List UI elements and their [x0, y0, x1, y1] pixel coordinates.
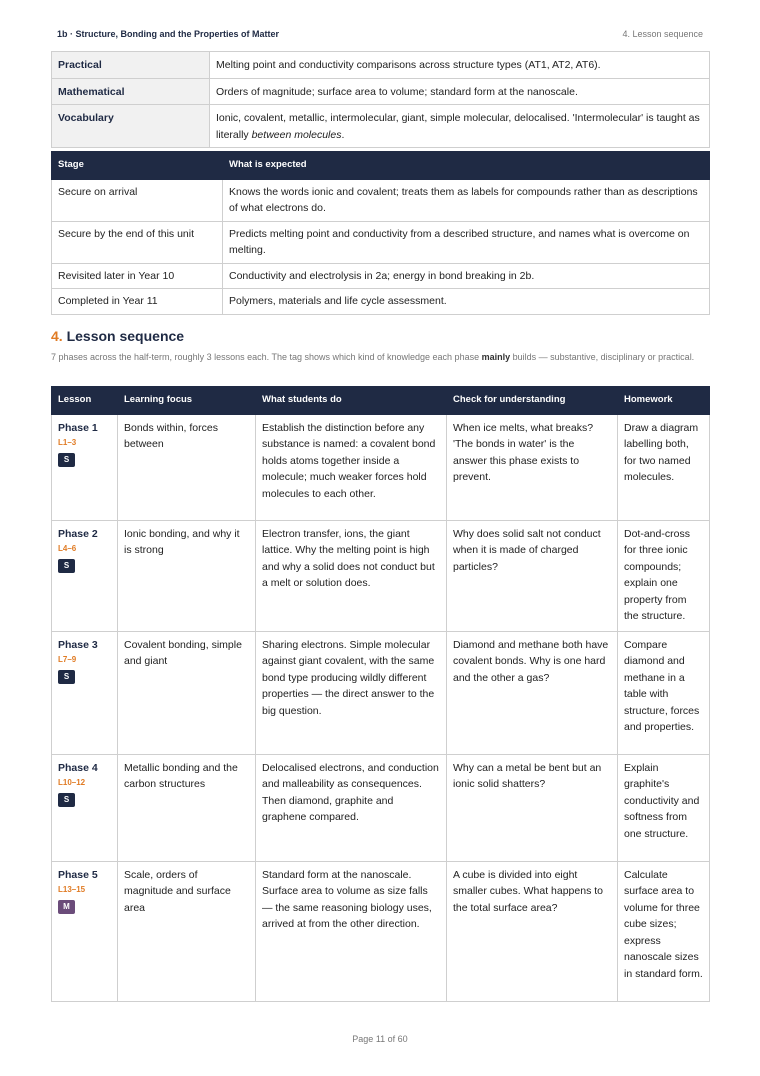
knowledge-tag-badge: S: [58, 670, 75, 684]
running-header-unit-title: 1b · Structure, Bonding and the Properties of Matter: [57, 29, 280, 39]
table-row: [52, 289, 710, 315]
phase-lessons: L1–3: [58, 438, 77, 447]
table-row: [52, 179, 710, 221]
activities-cell: Establish the distinction before any substance is named: a covalent bond holds atoms together inside a molecule; much weaker forces hold molecules to each other.: [256, 414, 447, 520]
homework-cell: Compare diamond and methane in a table with structure, forces and properties.: [618, 631, 710, 754]
phase-lessons: L7–9: [58, 655, 77, 664]
lesson-table: [51, 386, 710, 1002]
homework-cell: Dot-and-cross for three ionic compounds; explain one property from the structure.: [618, 520, 710, 631]
section-title: Lesson sequence: [66, 328, 185, 344]
skills-table: [51, 51, 710, 148]
table-row: [52, 520, 710, 631]
expected-cell: Polymers, materials and life cycle assessment.: [223, 289, 710, 315]
column-header-lesson: Lesson: [52, 387, 118, 415]
skills-text-practical: Melting point and conductivity comparisons across structure types (AT1, AT2, AT6).: [210, 52, 710, 79]
table-row: [52, 631, 710, 754]
focus-cell: Metallic bonding and the carbon structures: [118, 754, 256, 861]
page-number: Page 11 of 60: [352, 1034, 408, 1044]
knowledge-tag-badge: M: [58, 900, 75, 914]
column-header-stage: Stage: [52, 152, 223, 180]
homework-cell: Calculate surface area to volume for three cube sizes; express nanoscale sizes in standard form.: [618, 861, 710, 1001]
knowledge-tag-badge: S: [58, 453, 75, 467]
check-cell: A cube is divided into eight smaller cubes. What happens to the total surface area?: [447, 861, 618, 1001]
lesson-cell: [52, 520, 118, 631]
section-intro: 7 phases across the half-term, roughly 3 lessons each. The tag shows which kind of knowledge each phase mainly builds — substantive, disciplinary or practical.: [51, 352, 695, 362]
table-row: [52, 52, 710, 79]
focus-cell: Ionic bonding, and why it is strong: [118, 520, 256, 631]
activities-cell: Electron transfer, ions, the giant lattice. Why the melting point is high and why a solid does not conduct but a melt or solution does.: [256, 520, 447, 631]
skills-label-vocabulary: Vocabulary: [52, 105, 210, 148]
phase-name: Phase 3: [58, 638, 98, 651]
knowledge-tag-badge: S: [58, 793, 75, 807]
table-row: [52, 754, 710, 861]
phase-name: Phase 1: [58, 421, 98, 434]
homework-cell: Draw a diagram labelling both, for two named molecules.: [618, 414, 710, 520]
lesson-cell: [52, 861, 118, 1001]
expected-cell: Predicts melting point and conductivity from a described structure, and names what is overcome on melting.: [223, 221, 710, 263]
homework-cell: Explain graphite's conductivity and softness from one structure.: [618, 754, 710, 861]
emphasis-text: between molecules: [251, 128, 342, 141]
table-row: [52, 414, 710, 520]
table-row: [52, 861, 710, 1001]
lesson-cell: [52, 754, 118, 861]
table-header-row: [52, 152, 710, 180]
focus-cell: Scale, orders of magnitude and surface area: [118, 861, 256, 1001]
column-header-expected: What is expected: [223, 152, 710, 180]
section-number: 4.: [51, 328, 63, 344]
skills-text-mathematical: Orders of magnitude; surface area to volume; standard form at the nanoscale.: [210, 78, 710, 105]
intro-emphasis: mainly: [481, 352, 511, 362]
activities-cell: Standard form at the nanoscale. Surface area to volume as size falls — the same reasoning biology uses, arrived at from the other direction.: [256, 861, 447, 1001]
stage-cell: Secure by the end of this unit: [52, 221, 223, 263]
knowledge-tag-badge: S: [58, 559, 75, 573]
column-header-focus: Learning focus: [118, 387, 256, 415]
stage-cell: Secure on arrival: [52, 179, 223, 221]
lesson-cell: [52, 414, 118, 520]
check-cell: Why does solid salt not conduct when it is made of charged particles?: [447, 520, 618, 631]
lesson-cell: [52, 631, 118, 754]
activities-cell: Sharing electrons. Simple molecular against giant covalent, with the same bond type producing wildly different properties — the direct answer to the big question.: [256, 631, 447, 754]
focus-cell: Bonds within, forces between: [118, 414, 256, 520]
stage-table: [51, 151, 710, 315]
table-row: [52, 78, 710, 105]
stage-cell: Revisited later in Year 10: [52, 263, 223, 289]
focus-cell: Covalent bonding, simple and giant: [118, 631, 256, 754]
check-cell: Why can a metal be bent but an ionic solid shatters?: [447, 754, 618, 861]
phase-lessons: L10–12: [58, 778, 86, 787]
phase-name: Phase 2: [58, 527, 98, 540]
expected-cell: Knows the words ionic and covalent; treats them as labels for compounds rather than as descriptions of what electrons do.: [223, 179, 710, 221]
running-header-section: 4. Lesson sequence: [622, 29, 703, 39]
phase-lessons: L13–15: [58, 885, 86, 894]
running-header: [57, 29, 703, 41]
column-header-activities: What students do: [256, 387, 447, 415]
phase-name: Phase 5: [58, 868, 98, 881]
skills-text-vocabulary: Ionic, covalent, metallic, intermolecular, giant, simple molecular, delocalised. 'Intermolecular' is taught as literally between molecules.: [210, 105, 710, 148]
phase-lessons: L4–6: [58, 544, 77, 553]
check-cell: When ice melts, what breaks? 'The bonds in water' is the answer this phase exists to prevent.: [447, 414, 618, 520]
activities-cell: Delocalised electrons, and conduction and malleability as consequences. Then diamond, graphite and graphene compared.: [256, 754, 447, 861]
column-header-check: Check for understanding: [447, 387, 618, 415]
column-header-homework: Homework: [618, 387, 710, 415]
expected-cell: Conductivity and electrolysis in 2a; energy in bond breaking in 2b.: [223, 263, 710, 289]
table-row: [52, 221, 710, 263]
check-cell: Diamond and methane both have covalent bonds. Why is one hard and the other a gas?: [447, 631, 618, 754]
table-row: [52, 105, 710, 148]
skills-label-practical: Practical: [52, 52, 210, 79]
skills-label-mathematical: Mathematical: [52, 78, 210, 105]
table-header-row: [52, 387, 710, 415]
section-heading: [51, 328, 184, 344]
stage-cell: Completed in Year 11: [52, 289, 223, 315]
table-row: [52, 263, 710, 289]
phase-name: Phase 4: [58, 761, 98, 774]
